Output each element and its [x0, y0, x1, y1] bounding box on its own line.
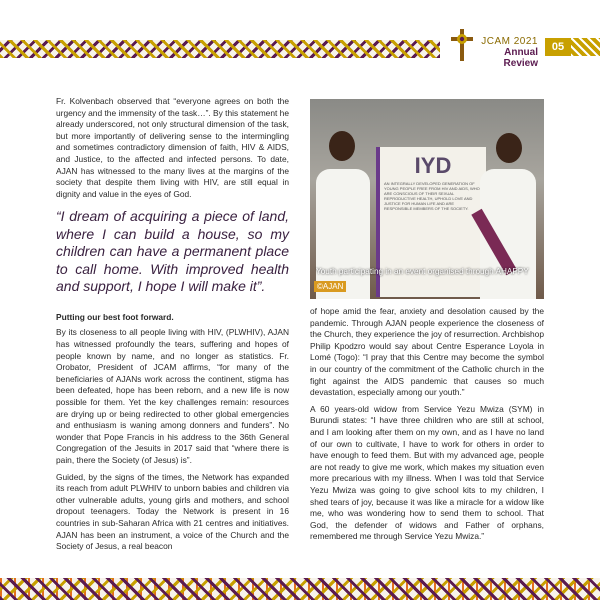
photo-caption: Youth participating in an event organised through AHAPPY [316, 267, 529, 276]
event-photo [310, 99, 544, 299]
person-left [316, 169, 370, 299]
paragraph: of hope amid the fear, anxiety and desolation caused by the pandemic. Through AJAN people experience the closeness of the Church, they experience the joy of resurrection. Archbishop Philip Kpodzro would say about Centre Esperance Loyola in Lomé (Togo): “I pray that this Centre may become the symbol in our country of the commitment of the Catholic church in the fight against the AIDS pandemic that causes so much devastation, especially among our youth.” [310, 306, 544, 398]
paragraph: Fr. Kolvenbach observed that “everyone agrees on both the urgency and the immensity of the task…”. By this statement he already underscored, not only structural dimension of the task, but more importantly of delivering sense to the intermingling and sometimes contradictory dimension of faith, HIV & AIDS, and Justice, to the affected and infected persons. To date, AJAN has witnessed to the many lives at the margins of the society that despite them living with HIV, are still equal in dignity and value in the eyes of God. [56, 96, 289, 199]
report-title: Annual Review [503, 47, 538, 69]
banner-text: AN INTEGRALLY DEVELOPED GENERATION OF YOUNG PEOPLE FREE FROM HIV AND AIDS, WHO ARE CONSCIOUS OF THEIR SEXUAL REPRODUCTIVE HEALTH, UPHOLD LOVE AND JUSTICE FOR HUMAN LIFE AND ARE RESPONSIBLE MEMBERS OF THE SOCIETY. [384, 181, 480, 211]
left-column [56, 96, 289, 558]
paragraph: A 60 years-old widow from Service Yezu Mwiza (SYM) in Burundi states: “I have three children who are still at school, and I am looking after them on my own, and as I have no land of our own to cultivate, I have to work for others in order to have enough to feed them. But with my advanced age, people are not ready to give me work, which makes my situation even more precarious with my illness. When I was told that Service Yezu Mwiza was going to give school kits to my children, I shed tears of joy, because it was like a miracle for a widow like me, who was wondering how to send them to school. That God, the defender of widows and Father of orphans, remembered me through Service Yezu Mwiza.” [310, 403, 544, 542]
banner-title: IYD [414, 153, 452, 178]
paragraph: By its closeness to all people living with HIV, (PLWHIV), AJAN has witnessed profoundly the tears, suffering and hopes of people known by name, and no longer as statistics. Fr. Orobator, President of JCAM affirms, “for many of the beneficiaries of AJANs work across the continent, stigma has been defeated, hope has been reborn, and a new life is now possible for them. Yet the key challenges remain: resources are drying up or being redirected to other global emergencies and enthusiasm is waning among donners and funders”. No wonder that Pope Francis in his address to the 36th General Congregation of the Jesuits in 2017 said that “where there is pain, there the Society (of Jesus) is”. [56, 327, 289, 465]
cross-logo-icon [447, 27, 477, 63]
page-number-pattern [571, 38, 600, 56]
report-year: JCAM 2021 [481, 36, 538, 47]
paragraph: Guided, by the signs of the times, the Network has expanded its reach from adult PLWHIV to unborn babies and children via other vulnerable adults, young girls and mothers, and school dropout teenagers. Today the Network is present in 16 countries in sub-Saharan Africa with 21 centres and initiatives. AJAN has been an instrument, a voice of the Church and the Society of Jesus, a real beacon [56, 471, 289, 552]
top-pattern-band [0, 40, 440, 58]
photo-credit: ©AJAN [314, 281, 346, 292]
right-column [310, 306, 544, 548]
header-title-block [476, 36, 538, 69]
person-left-head [329, 131, 355, 161]
pull-quote: “I dream of acquiring a piece of land, where I can build a house, so my children can have a permanent place to call home. With improved health and support, I hope I will make it”. [56, 208, 289, 295]
person-right-head [496, 133, 522, 163]
section-subheading: Putting our best foot forward. [56, 311, 174, 322]
bottom-pattern-band [0, 578, 600, 600]
page-number: 05 [545, 38, 571, 56]
